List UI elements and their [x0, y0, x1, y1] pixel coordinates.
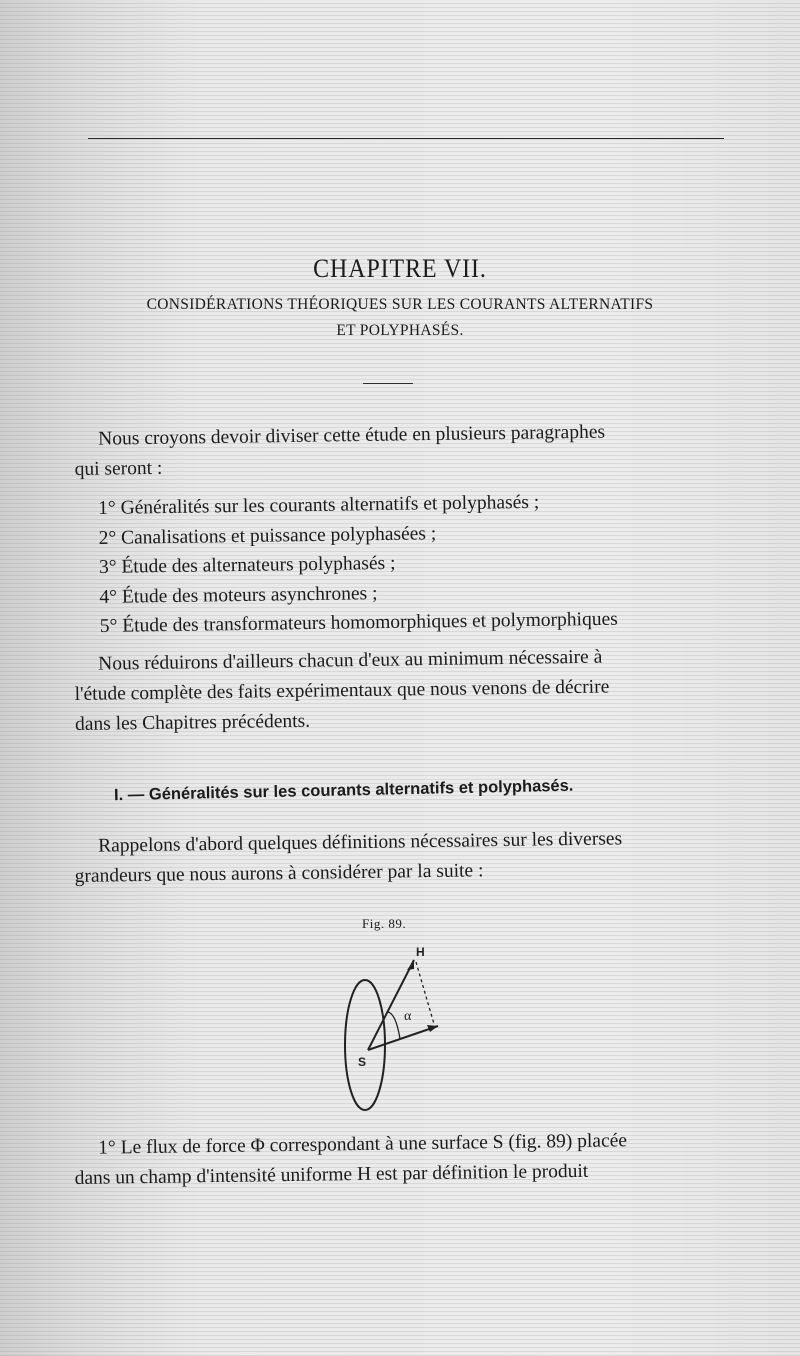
- reduction-line2: l'étude complète des faits expérimentaux que nous venons de décrire: [74, 676, 610, 705]
- title-divider: [363, 383, 413, 384]
- projection-line: [416, 962, 434, 1024]
- reduction-line1: Nous réduirons d'ailleurs chacun d'eux au minimum nécessaire à: [98, 646, 603, 675]
- outline-item: 1° Généralités sur les courants alternatifs et polyphasés ;: [98, 491, 540, 519]
- arrowhead-normal: [427, 1025, 438, 1032]
- outline-list: [98, 485, 740, 641]
- outline-item: 4° Étude des moteurs asynchrones ;: [99, 582, 378, 608]
- arrowhead-h: [407, 960, 414, 970]
- intro-paragraph: [74, 416, 725, 485]
- intro-line1: Nous croyons devoir diviser cette étude en plusieurs paragraphes: [98, 421, 606, 450]
- outline-item: 5° Étude des transformateurs homomorphiques et polymorphiques: [99, 608, 618, 637]
- figure-caption: Fig. 89.: [362, 916, 407, 931]
- flux-line2: dans un champ d'intensité uniforme H est par définition le produit: [74, 1160, 589, 1189]
- flux-paragraph: [74, 1125, 725, 1194]
- flux-figure: [330, 940, 450, 1120]
- definitions-paragraph: [74, 823, 725, 892]
- angle-arc: [388, 1012, 400, 1039]
- outline-item: 2° Canalisations et puissance polyphasées ;: [98, 522, 437, 549]
- definitions-line2: grandeurs que nous aurons à considérer par la suite :: [74, 860, 484, 887]
- outline-item: 3° Étude des alternateurs polyphasés ;: [98, 552, 396, 578]
- label-s: S: [358, 1055, 367, 1069]
- header-rule: [88, 138, 724, 139]
- section-heading: I. — Généralités sur les courants alternatifs et polyphasés.: [113, 776, 574, 805]
- reduction-paragraph: [74, 641, 725, 740]
- chapter-subtitle-line1: CONSIDÉRATIONS THÉORIQUES SUR LES COURANTS ALTERNATIFS: [146, 296, 654, 313]
- chapter-subtitle-line2: ET POLYPHASÉS.: [336, 322, 464, 339]
- definitions-line1: Rappelons d'abord quelques définitions nécessaires sur les diverses: [98, 828, 623, 857]
- label-h: H: [416, 945, 425, 959]
- chapter-title: CHAPITRE VII.: [313, 254, 487, 283]
- flux-line1: 1° Le flux de force Φ correspondant à une surface S (fig. 89) placée: [98, 1130, 628, 1159]
- reduction-line3: dans les Chapitres précédents.: [74, 710, 311, 735]
- intro-line2: qui seront :: [74, 457, 163, 480]
- surface-ellipse: [345, 980, 385, 1110]
- label-alpha: α: [404, 1009, 412, 1024]
